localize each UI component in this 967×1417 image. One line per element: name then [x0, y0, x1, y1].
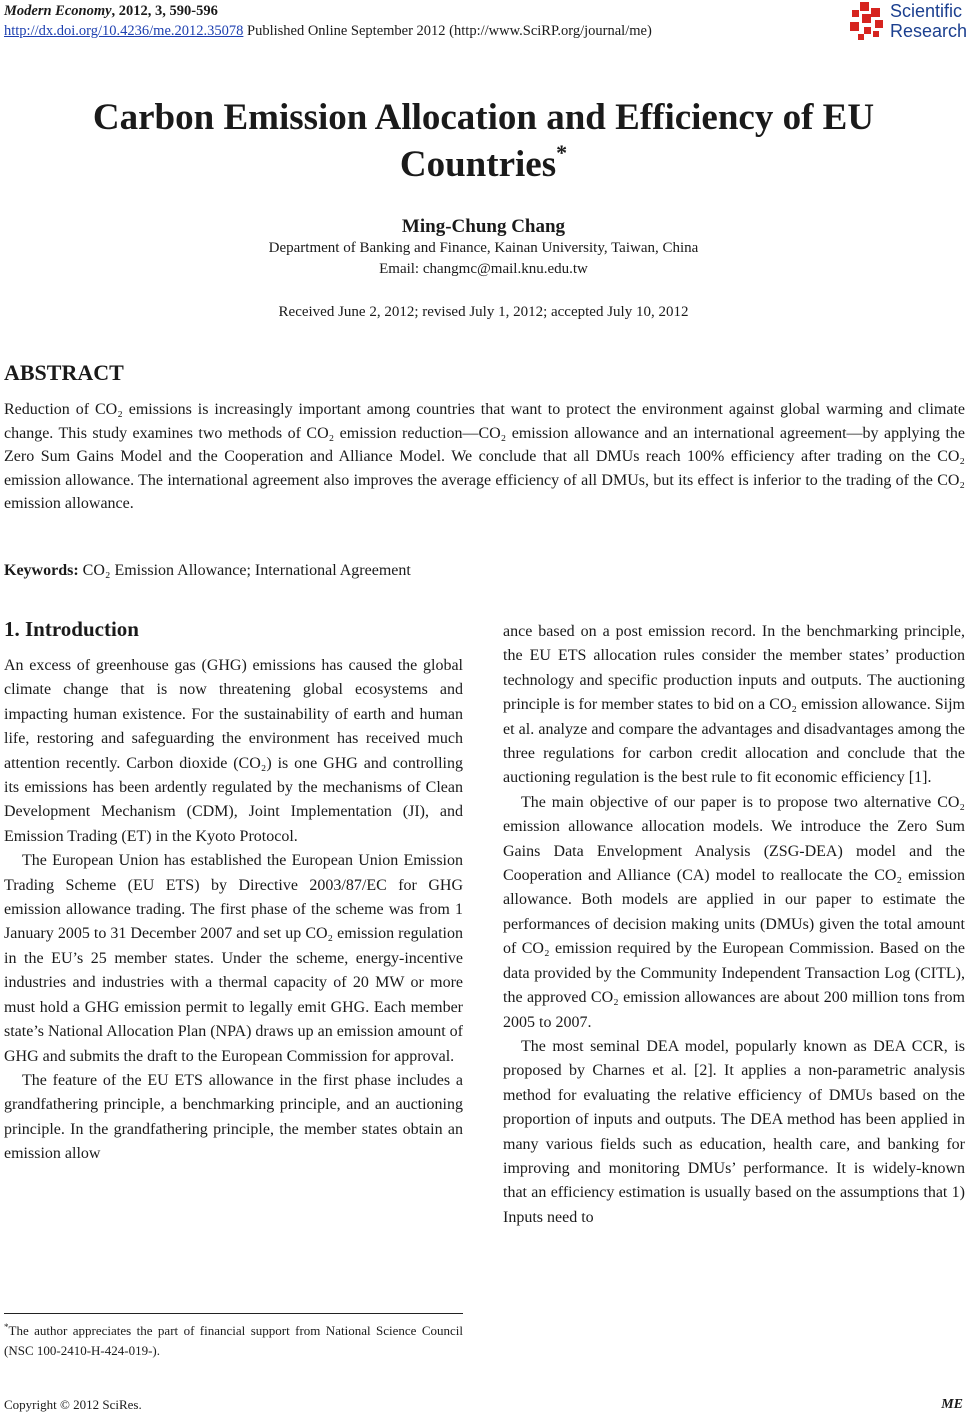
journal-abbrev: ME: [941, 1397, 963, 1412]
author-affiliation: Department of Banking and Finance, Kainan University, Taiwan, China: [268, 240, 699, 256]
abstract-heading: ABSTRACT: [4, 360, 124, 385]
title-line-1: Carbon Emission Allocation and Efficiency of EU: [92, 97, 875, 138]
author-name: Ming-Chung Chang: [401, 216, 566, 237]
title-footnote-mark: *: [556, 140, 568, 165]
section-heading-introduction: 1. Introduction: [4, 617, 139, 641]
copyright: Copyright © 2012 SciRes.: [4, 1397, 142, 1412]
paragraph: ance based on a post emission record. In the benchmarking principle, the EU ETS allocation rules consider the member states’ production technology and specific production inputs and outputs. The auctioning principle is for member states to bid on a CO₂ emission allowance. Sijm et al. analyze and compare the advantages and disadvantages among the three regulations for carbon credit allocation and conclude that the auctioning regulation is the best rule to fit economic efficiency [1].: [503, 623, 965, 787]
footnote-text: The author appreciates the part of financial support from National Science Council (NSC 100-2410-H-424-019-).: [4, 1323, 463, 1358]
keywords-label: Keywords:: [4, 562, 79, 579]
received-dates: Received June 2, 2012; revised July 1, 2012; accepted July 10, 2012: [278, 304, 689, 320]
scirp-logo-icon: [846, 2, 886, 42]
doi-line: [4, 22, 652, 41]
paragraph: The European Union has established the European Union Emission Trading Scheme (EU ETS) by Directive 2003/87/EC for GHG emission allowance trading. The first phase of the scheme was from 1 January 2005 to 31 December 2007 and set up CO₂ emission regulation in the EU’s 25 member states. Under the scheme, energy-incentive industries and industries with a thermal capacity of 20 MW or more must hold a GHG emission permit to legally emit GHG. Each member state’s National Allocation Plan (NPA) draws up an emission amount of GHG and submits the draft to the European Commission for approval.: [4, 852, 463, 1065]
title-line-2: Countries: [399, 144, 557, 185]
paragraph: An excess of greenhouse gas (GHG) emissions has caused the global climate change that is now threatening global ecosystems and impacting human existence. For the sustainability of earth and human life, restoring and safeguarding the environment has received much attention recently. Carbon dioxide (CO₂) is one GHG and controlling its emissions has been ardently regulated by the mechanisms of Clean Development Mechanism (CDM), Joint Implementation (JI), and Emission Trading (ET) in the Kyoto Protocol.: [4, 657, 463, 845]
paragraph: The feature of the EU ETS allowance in the first phase includes a grandfathering principle, a benchmarking principle, and an auctioning principle. In the grandfathering principle, the member states obtain an emission allow: [4, 1071, 463, 1163]
paper-title: [0, 94, 967, 188]
footnote: [4, 1321, 463, 1361]
abstract-body: Reduction of CO₂ emissions is increasingly important among countries that want to protect the environment against global warming and climate change. This study examines two methods of CO₂ emission reduction—CO₂ emission allowance and an international agreement—by applying the Zero Sum Gains Model and the Cooperation and Alliance Model. We conclude that all DMUs reach 100% efficiency after trading on the CO₂ emission allowance. The international agreement also improves the average efficiency of all DMUs, but its effect is inferior to the trading of the CO₂ emission allowance.: [4, 401, 965, 513]
volume-info: , 2012, 3, 590-596: [111, 3, 218, 19]
left-column: [4, 654, 463, 1167]
doi-link[interactable]: http://dx.doi.org/10.4236/me.2012.35078: [4, 23, 244, 39]
right-column: [503, 620, 965, 1230]
keywords-text: CO₂ Emission Allowance; International Agreement: [78, 562, 411, 579]
publisher-logo: [846, 0, 967, 46]
logo-word-scientific: Scientific: [890, 1, 963, 21]
keywords: [4, 561, 411, 581]
author-email: Email: changmc@mail.knu.edu.tw: [379, 261, 588, 277]
logo-word-research: Research: [890, 21, 967, 41]
journal-name: Modern Economy: [4, 3, 112, 19]
paragraph: The main objective of our paper is to propose two alternative CO₂ emission allowance allocation models. We introduce the Zero Sum Gains Data Envelopment Analysis (ZSG-DEA) model and the Cooperation and Alliance (CA) model to reallocate the CO₂ emission allowance. Both models are applied in our paper to estimate the performances of decision making units (DMUs) given the total amount of CO₂ emission required by the European Commission. Based on the data provided by the Community Independent Transaction Log (CITL), the approved CO₂ emission allowances are about 200 million tons from 2005 to 2007.: [503, 793, 965, 1031]
paragraph: The most seminal DEA model, popularly known as DEA CCR, is proposed by Charnes et al. [2]. It applies a non-parametric analysis method for evaluating the relative efficiency of DMUs based on the proportion of inputs and outputs. The DEA method has been applied in many various fields such as education, health care, and banking for improving and monitoring DMUs’ performance. It is widely-known that an efficiency estimation is usually based on the assumptions that 1) Inputs need to: [503, 1037, 965, 1226]
footnote-mark: *: [4, 1322, 9, 1332]
journal-citation: [4, 2, 218, 21]
footnote-divider: [4, 1313, 463, 1314]
published-info: Published Online September 2012 (http://www.SciRP.org/journal/me): [243, 23, 652, 39]
